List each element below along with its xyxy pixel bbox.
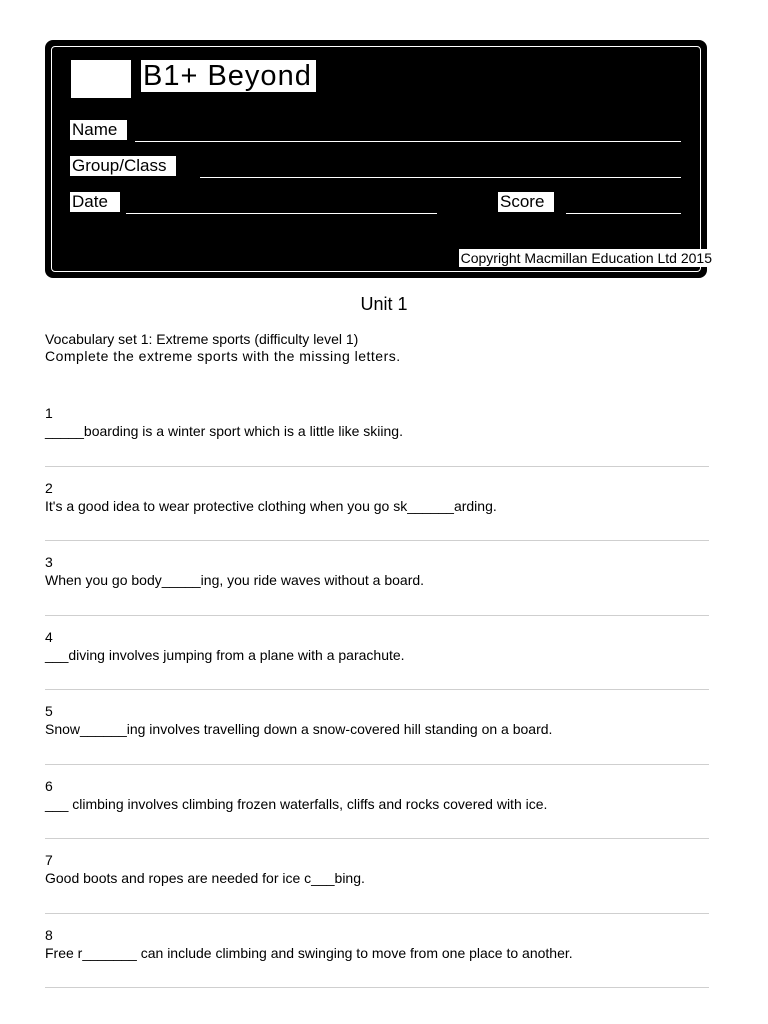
question-text[interactable]: _____boarding is a winter sport which is a little like skiing. xyxy=(45,423,403,439)
question-item xyxy=(45,404,709,440)
question-number: 1 xyxy=(45,405,53,421)
section-instruction: Complete the extreme sports with the missing letters. xyxy=(45,348,401,364)
question-item xyxy=(45,479,709,515)
question-divider xyxy=(45,913,709,914)
question-number: 4 xyxy=(45,629,53,645)
question-number: 2 xyxy=(45,480,53,496)
question-divider xyxy=(45,615,709,616)
question-text[interactable]: Snow______ing involves travelling down a snow-covered hill standing on a board. xyxy=(45,721,553,737)
question-divider xyxy=(45,466,709,467)
date-line[interactable] xyxy=(126,213,437,214)
group-class-label: Group/Class xyxy=(70,156,176,176)
question-item xyxy=(45,851,709,887)
score-line[interactable] xyxy=(566,213,681,214)
question-number: 3 xyxy=(45,554,53,570)
logo-block xyxy=(71,60,131,98)
section-heading: Vocabulary set 1: Extreme sports (difficulty level 1) xyxy=(45,331,359,347)
question-text[interactable]: It's a good idea to wear protective clothing when you go sk______arding. xyxy=(45,498,497,514)
question-text[interactable]: ___ climbing involves climbing frozen waterfalls, cliffs and rocks covered with ice. xyxy=(45,796,548,812)
question-divider xyxy=(45,987,709,988)
question-divider xyxy=(45,838,709,839)
question-text[interactable]: ___diving involves jumping from a plane with a parachute. xyxy=(45,647,405,663)
question-text[interactable]: Free r_______ can include climbing and swinging to move from one place to another. xyxy=(45,945,573,961)
name-line[interactable] xyxy=(135,141,681,142)
question-divider xyxy=(45,540,709,541)
question-number: 5 xyxy=(45,703,53,719)
copyright-notice: Copyright Macmillan Education Ltd 2015 xyxy=(460,250,712,266)
section-intro xyxy=(45,331,401,365)
question-text[interactable]: When you go body_____ing, you ride waves without a board. xyxy=(45,572,425,588)
question-number: 6 xyxy=(45,778,53,794)
question-divider xyxy=(45,689,709,690)
question-text[interactable]: Good boots and ropes are needed for ice c___bing. xyxy=(45,870,365,886)
group-class-line[interactable] xyxy=(200,177,681,178)
question-item xyxy=(45,702,709,738)
question-divider xyxy=(45,764,709,765)
score-label: Score xyxy=(498,192,554,212)
worksheet-title: B1+ Beyond xyxy=(141,60,316,92)
date-label: Date xyxy=(70,192,120,212)
question-item xyxy=(45,553,709,589)
question-number: 7 xyxy=(45,852,53,868)
question-item xyxy=(45,926,709,962)
name-label: Name xyxy=(70,120,127,140)
question-number: 8 xyxy=(45,927,53,943)
question-item xyxy=(45,628,709,664)
question-item xyxy=(45,777,709,813)
unit-title: Unit 1 xyxy=(360,294,408,314)
